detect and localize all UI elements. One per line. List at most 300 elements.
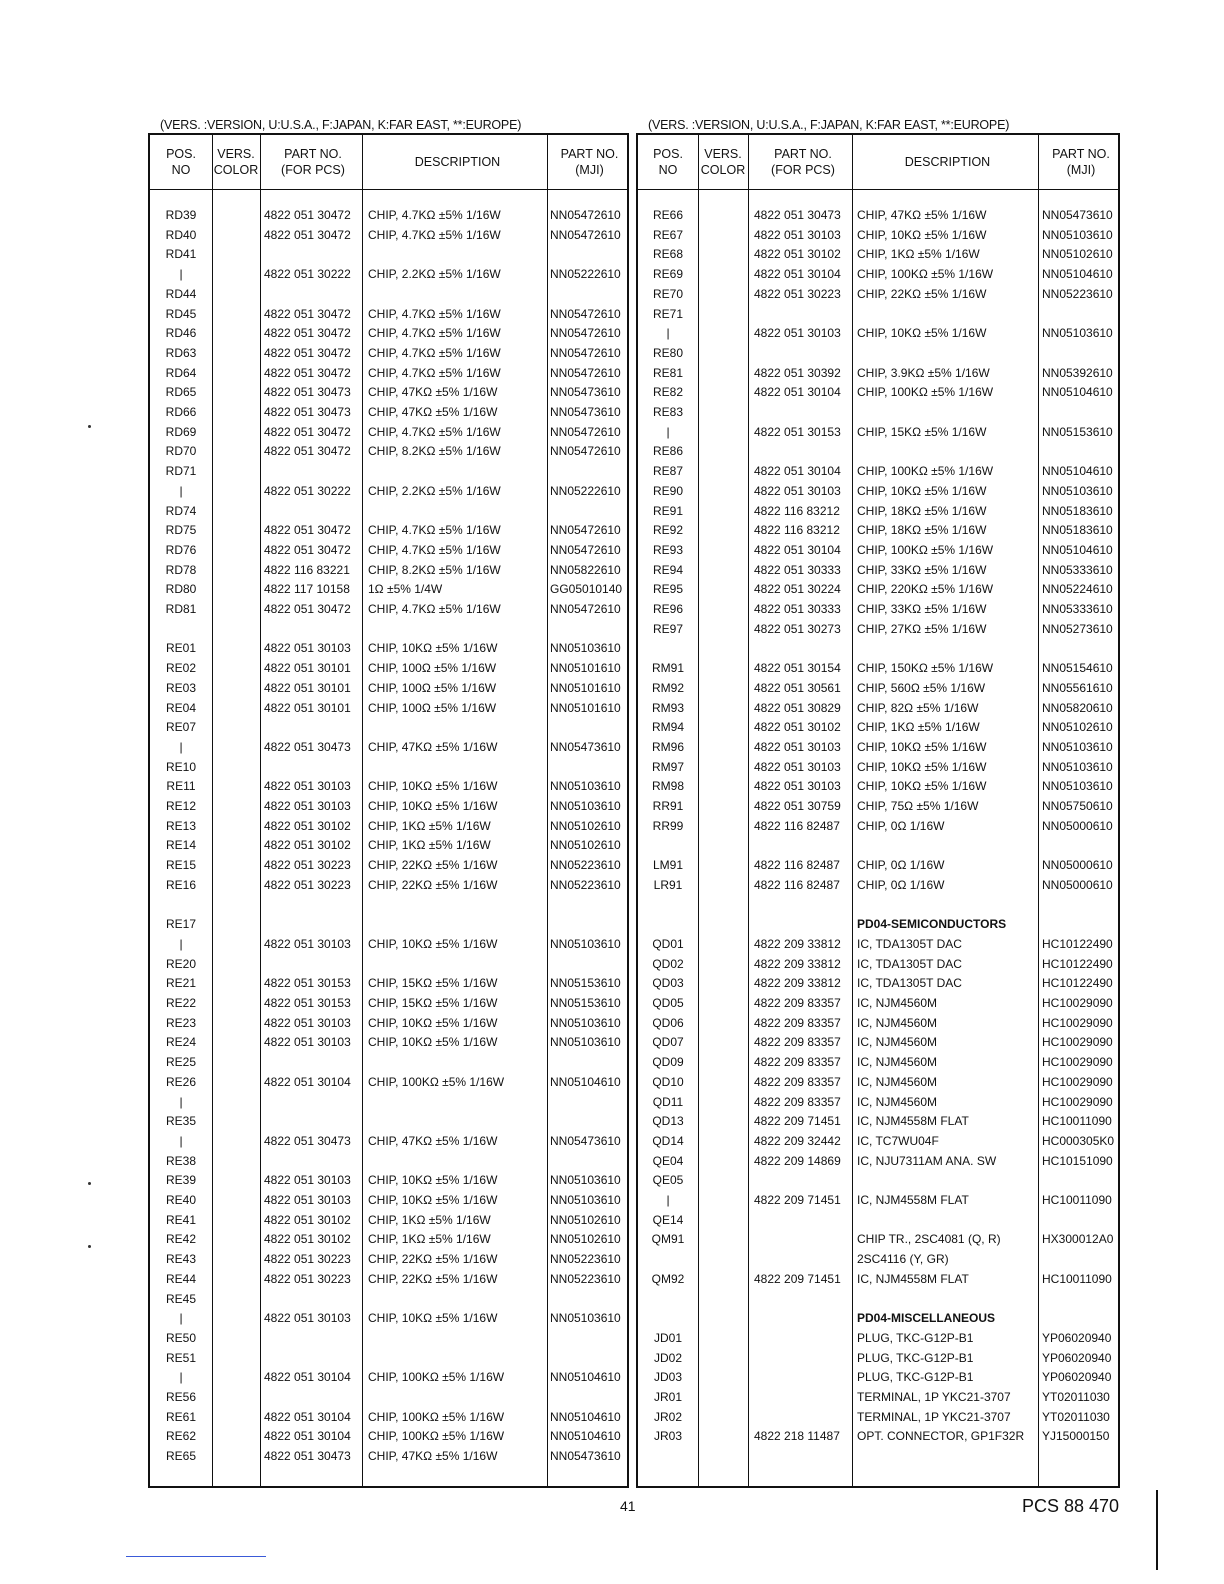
cell-pos: RE80	[652, 345, 684, 360]
cell-pos: RE44	[165, 1271, 197, 1286]
cell-mji: NN05472610	[550, 326, 621, 341]
table-row	[150, 1132, 627, 1152]
cell-mji: NN05104610	[1042, 267, 1113, 282]
cell-pos: QD10	[652, 1074, 684, 1089]
cell-pcs: 4822 051 30103	[264, 641, 351, 656]
header-pcs: PART NO. (FOR PCS)	[281, 147, 345, 177]
table-row	[150, 206, 627, 226]
cell-pcs: 4822 051 30473	[264, 1133, 351, 1148]
header-rule	[150, 189, 627, 190]
table-row	[638, 1033, 1118, 1053]
cell-pos: RE71	[652, 306, 684, 321]
cell-pos: QD06	[652, 1015, 684, 1030]
cell-mji: NN05750610	[1042, 799, 1113, 813]
cell-pcs: 4822 051 30222	[264, 267, 351, 282]
cell-mji: NN05102610	[550, 838, 621, 853]
cell-mji: NN05101610	[550, 680, 621, 695]
cell-mji: NN05104610	[1042, 542, 1113, 557]
cell-mji: NN05223610	[550, 877, 621, 892]
table-row	[150, 305, 627, 325]
cell-mji: NN05103610	[550, 779, 621, 794]
table-row	[638, 620, 1118, 640]
cell-pos: QD01	[652, 936, 684, 951]
cell-pos: RE42	[165, 1232, 197, 1247]
cell-mji: HC10029090	[1042, 1055, 1113, 1070]
cell-desc: CHIP, 10KΩ ±5% 1/16W	[857, 483, 987, 498]
cell-pcs: 4822 116 82487	[754, 877, 840, 892]
cell-pos: RE15	[165, 858, 197, 873]
table-row	[638, 423, 1118, 443]
cell-desc: CHIP, 75Ω ±5% 1/16W	[857, 799, 979, 813]
table-row	[150, 1014, 627, 1034]
table-row	[150, 738, 627, 758]
cell-mji: HC10011090	[1042, 1271, 1112, 1286]
cell-mji: NN05104610	[1042, 385, 1113, 400]
cell-pos: RD69	[165, 424, 197, 439]
cell-desc: CHIP, 1KΩ ±5% 1/16W	[368, 818, 491, 833]
cell-mji: NN05472610	[550, 227, 621, 242]
cell-pcs: 4822 209 71451	[754, 1271, 841, 1286]
cell-mji: NN05472610	[550, 523, 621, 538]
cell-mji: NN05103610	[1042, 779, 1113, 794]
cell-pos: RE45	[165, 1291, 197, 1306]
cell-desc: CHIP, 10KΩ ±5% 1/16W	[368, 799, 498, 813]
cell-desc: CHIP, 15KΩ ±5% 1/16W	[368, 976, 498, 991]
cell-pos: RE13	[165, 818, 197, 833]
cell-desc: CHIP, 10KΩ ±5% 1/16W	[368, 936, 498, 951]
cell-pos: RE67	[652, 227, 684, 242]
cell-pcs: 4822 051 30103	[754, 779, 841, 794]
cell-pos: RE21	[165, 976, 197, 991]
cell-desc: TERMINAL, 1P YKC21-3707	[857, 1409, 1011, 1424]
cell-desc: CHIP, 47KΩ ±5% 1/16W	[368, 1133, 498, 1148]
cell-desc: CHIP, 2.2KΩ ±5% 1/16W	[368, 267, 501, 282]
table-row	[638, 836, 1118, 856]
table-row	[638, 738, 1118, 758]
cell-desc: CHIP, 4.7KΩ ±5% 1/16W	[368, 523, 501, 538]
table-row	[150, 1270, 627, 1290]
table-row	[638, 364, 1118, 384]
cell-pcs: 4822 051 30103	[754, 759, 841, 774]
table-row	[150, 1309, 627, 1329]
table-row	[150, 442, 627, 462]
table-row	[150, 935, 627, 955]
cell-desc: CHIP, 18KΩ ±5% 1/16W	[857, 503, 987, 518]
table-row	[150, 1447, 627, 1467]
cell-pos: RE12	[165, 799, 197, 813]
cell-pos: RD66	[165, 405, 197, 419]
cell-desc: CHIP, 3.9KΩ ±5% 1/16W	[857, 365, 990, 380]
table-row	[638, 305, 1118, 325]
cell-pcs: 4822 051 30472	[264, 365, 351, 380]
table-row	[150, 1112, 627, 1132]
cell-pos: RE81	[652, 365, 684, 380]
cell-desc: CHIP, 15KΩ ±5% 1/16W	[857, 424, 987, 439]
cell-pos: RD64	[165, 365, 197, 380]
cell-desc: 1Ω ±5% 1/4W	[368, 582, 443, 597]
cell-pos: QD13	[652, 1114, 684, 1129]
table-row	[150, 955, 627, 975]
cell-pcs: 4822 116 83212	[754, 503, 840, 518]
cell-desc: CHIP, 4.7KΩ ±5% 1/16W	[368, 208, 501, 222]
cell-desc: CHIP, 33KΩ ±5% 1/16W	[857, 602, 987, 616]
page-number: 41	[620, 1498, 636, 1514]
cell-pcs: 4822 051 30103	[754, 739, 841, 754]
table-row	[150, 758, 627, 778]
cell-mji: NN05104610	[550, 1409, 621, 1424]
cell-mji: NN05000610	[1042, 877, 1113, 892]
cell-pcs: 4822 051 30103	[754, 483, 841, 498]
table-row	[150, 1191, 627, 1211]
cell-desc: CHIP, 150KΩ ±5% 1/16W	[857, 661, 994, 676]
cell-pos: RM97	[651, 759, 684, 774]
cell-desc: IC, TDA1305T DAC	[857, 936, 962, 951]
cell-desc: IC, NJU7311AM ANA. SW	[857, 1153, 997, 1168]
cell-pos: |	[179, 1370, 183, 1385]
cell-desc: CHIP, 22KΩ ±5% 1/16W	[368, 1252, 498, 1267]
cell-desc: CHIP, 560Ω ±5% 1/16W	[857, 680, 986, 695]
table-row	[150, 915, 627, 935]
cell-pos: RD41	[165, 247, 197, 262]
cell-pos: RE70	[652, 286, 684, 301]
cell-pcs: 4822 051 30104	[264, 1074, 351, 1089]
cell-mji: HC10029090	[1042, 1094, 1113, 1109]
cell-pcs: 4822 051 30153	[264, 976, 351, 991]
cell-pcs: 4822 051 30104	[264, 1370, 351, 1385]
table-row	[638, 324, 1118, 344]
cell-pos: RR99	[652, 818, 684, 833]
cell-mji: NN05103610	[1042, 739, 1113, 754]
cell-pos: RE39	[165, 1173, 197, 1188]
cell-pos: RE01	[165, 641, 197, 656]
cell-pos: QD09	[652, 1055, 684, 1070]
cell-mji: YT02011030	[1042, 1390, 1110, 1404]
cell-pcs: 4822 051 30153	[264, 996, 351, 1010]
table-row	[638, 580, 1118, 600]
table-row	[638, 403, 1118, 423]
cell-desc: CHIP, 100KΩ ±5% 1/16W	[857, 385, 994, 400]
table-row	[150, 718, 627, 738]
table-row	[638, 541, 1118, 561]
cell-desc: OPT. CONNECTOR, GP1F32R	[857, 1429, 1025, 1444]
cell-pcs: 4822 116 82487	[754, 858, 840, 873]
cell-pcs: 4822 051 30104	[754, 464, 841, 479]
cell-desc: CHIP, 27KΩ ±5% 1/16W	[857, 621, 987, 636]
cell-mji: NN05473610	[550, 739, 621, 754]
cell-pos: RE69	[652, 267, 684, 282]
right-caption: (VERS. :VERSION, U:U.S.A., F:JAPAN, K:FAR EAST, **:EUROPE)	[648, 118, 1010, 132]
table-row	[150, 817, 627, 837]
cell-pos: RE94	[652, 562, 684, 577]
cell-pcs: 4822 051 30102	[264, 818, 351, 833]
table-row	[150, 639, 627, 659]
cell-mji: YP06020940	[1042, 1370, 1112, 1385]
table-row	[150, 994, 627, 1014]
cell-mji: NN05472610	[550, 444, 621, 459]
cell-pos: QD02	[652, 956, 684, 971]
document-id: PCS 88 470	[1022, 1496, 1120, 1516]
cell-mji: NN05223610	[550, 1271, 621, 1286]
cell-pos: JR02	[653, 1409, 682, 1424]
cell-pcs: 4822 051 30223	[264, 877, 351, 892]
cell-mji: HC10122490	[1042, 936, 1113, 951]
cell-pos: LR91	[653, 877, 683, 892]
cell-pos: |	[666, 326, 670, 341]
cell-mji: NN05102610	[550, 1232, 621, 1247]
cell-mji: NN05103610	[550, 1015, 621, 1030]
cell-pcs: 4822 051 30223	[264, 1271, 351, 1286]
cell-mji: NN05103610	[1042, 483, 1113, 498]
cell-pos: QE05	[652, 1173, 684, 1188]
cell-pcs: 4822 051 30472	[264, 424, 351, 439]
cell-mji: NN05000610	[1042, 818, 1113, 833]
cell-pcs: 4822 117 10158	[264, 582, 350, 597]
cell-pos: RE96	[652, 602, 684, 616]
table-row	[150, 423, 627, 443]
cell-mji: NN05103610	[1042, 227, 1113, 242]
table-row	[150, 1211, 627, 1231]
cell-mji: NN05472610	[550, 306, 621, 321]
table-row	[150, 521, 627, 541]
table-row	[150, 1230, 627, 1250]
cell-pos: RE11	[166, 779, 196, 794]
table-row	[638, 639, 1118, 659]
cell-desc: CHIP, 4.7KΩ ±5% 1/16W	[368, 602, 501, 616]
cell-pcs: 4822 051 30101	[264, 661, 351, 676]
table-row	[150, 245, 627, 265]
cell-pos: RE97	[652, 621, 684, 636]
table-row	[638, 462, 1118, 482]
cell-pcs: 4822 051 30103	[264, 936, 351, 951]
cell-mji: NN05472610	[550, 208, 621, 222]
cell-mji: HC10029090	[1042, 996, 1113, 1010]
cell-pcs: 4822 209 83357	[754, 1015, 841, 1030]
cell-desc: CHIP, 47KΩ ±5% 1/16W	[368, 405, 498, 419]
table-row	[638, 482, 1118, 502]
cell-pcs: 4822 051 30224	[754, 582, 841, 597]
cell-pcs: 4822 209 83357	[754, 1074, 841, 1089]
cell-pcs: 4822 051 30333	[754, 602, 841, 616]
table-row	[638, 1270, 1118, 1290]
cell-pcs: 4822 209 71451	[754, 1193, 841, 1207]
cell-mji: NN05472610	[550, 365, 621, 380]
cell-pcs: 4822 116 83221	[264, 562, 350, 577]
table-row	[150, 541, 627, 561]
table-row	[150, 1093, 627, 1113]
cell-mji: NN05273610	[1042, 621, 1113, 636]
table-row	[150, 482, 627, 502]
cell-desc: CHIP, 100KΩ ±5% 1/16W	[368, 1409, 505, 1424]
cell-pos: |	[179, 739, 183, 754]
cell-pcs: 4822 051 30101	[264, 680, 351, 695]
cell-pos: JR03	[653, 1429, 682, 1444]
cell-pcs: 4822 051 30102	[264, 1212, 351, 1227]
cell-pos: RD81	[165, 602, 197, 616]
cell-desc: CHIP, 8.2KΩ ±5% 1/16W	[368, 444, 501, 459]
cell-pcs: 4822 209 83357	[754, 1094, 841, 1109]
cell-mji: NN05222610	[550, 267, 621, 282]
header-mji: PART NO. (MJI)	[1052, 147, 1110, 177]
table-row	[638, 561, 1118, 581]
table-row	[638, 699, 1118, 719]
cell-desc: CHIP, 22KΩ ±5% 1/16W	[368, 877, 498, 892]
cell-mji: GG05010140	[550, 582, 623, 597]
cell-desc: CHIP, 220KΩ ±5% 1/16W	[857, 582, 994, 597]
cell-pos: |	[179, 1133, 183, 1148]
cell-desc: CHIP, 100Ω ±5% 1/16W	[368, 661, 497, 676]
table-row	[638, 1171, 1118, 1191]
cell-pos: RE50	[165, 1330, 197, 1345]
table-row	[150, 265, 627, 285]
cell-mji: NN05333610	[1042, 562, 1113, 577]
cell-mji: NN05473610	[550, 385, 621, 400]
cell-mji: NN05103610	[550, 1035, 621, 1050]
cell-pcs: 4822 051 30103	[754, 227, 841, 242]
cell-pos: RE56	[165, 1390, 197, 1404]
cell-mji: HC10029090	[1042, 1015, 1113, 1030]
header-pos: POS. NO	[653, 147, 683, 177]
cell-desc: IC, NJM4558M FLAT	[857, 1271, 969, 1286]
cell-mji: NN05000610	[1042, 858, 1113, 873]
cell-mji: HC10011090	[1042, 1193, 1112, 1207]
cell-mji: NN05104610	[550, 1429, 621, 1444]
cell-pcs: 4822 051 30103	[264, 799, 351, 813]
cell-mji: NN05104610	[550, 1074, 621, 1089]
cell-mji: NN05103610	[550, 641, 621, 656]
cell-pcs: 4822 051 30759	[754, 799, 841, 813]
cell-pos: RD78	[165, 562, 197, 577]
cell-desc: IC, TC7WU04F	[857, 1133, 939, 1148]
cell-mji: NN05224610	[1042, 582, 1113, 597]
cell-pos: RE62	[165, 1429, 197, 1444]
table-row	[638, 344, 1118, 364]
cell-mji: HX300012A0	[1042, 1232, 1114, 1247]
table-row	[150, 561, 627, 581]
cell-pos: QM91	[651, 1232, 685, 1247]
margin-speck	[88, 1245, 91, 1248]
table-row	[638, 1427, 1118, 1447]
cell-desc: CHIP, 1KΩ ±5% 1/16W	[857, 247, 980, 262]
cell-pos: RE35	[165, 1114, 197, 1129]
table-row	[638, 1408, 1118, 1428]
cell-pcs: 4822 051 30222	[264, 483, 351, 498]
table-row	[150, 974, 627, 994]
cell-desc: CHIP, 15KΩ ±5% 1/16W	[368, 996, 498, 1010]
cell-pcs: 4822 209 83357	[754, 1055, 841, 1070]
cell-pos: RR91	[652, 799, 684, 813]
cell-pcs: 4822 051 30103	[264, 1035, 351, 1050]
cell-desc: CHIP, 100KΩ ±5% 1/16W	[368, 1429, 505, 1444]
cell-pos: QD07	[652, 1035, 684, 1050]
cell-mji: NN05820610	[1042, 700, 1113, 715]
cell-pos: RE40	[165, 1193, 197, 1207]
cell-desc: CHIP, 4.7KΩ ±5% 1/16W	[368, 365, 501, 380]
cell-desc: CHIP, 10KΩ ±5% 1/16W	[368, 1015, 498, 1030]
cell-mji: NN05473610	[550, 405, 621, 419]
cell-pcs: 4822 051 30103	[264, 1193, 351, 1207]
table-row	[638, 1290, 1118, 1310]
cell-desc: CHIP, 0Ω 1/16W	[857, 858, 945, 873]
table-row	[638, 876, 1118, 896]
cell-pcs: 4822 051 30472	[264, 602, 351, 616]
cell-mji: NN05103610	[550, 1173, 621, 1188]
table-row	[638, 383, 1118, 403]
cell-desc: CHIP, 10KΩ ±5% 1/16W	[857, 779, 987, 794]
cell-pos: JD02	[653, 1350, 682, 1365]
cell-pos: RE16	[165, 877, 197, 892]
table-row	[638, 1388, 1118, 1408]
table-row	[638, 285, 1118, 305]
table-row	[638, 718, 1118, 738]
cell-desc: CHIP, 100KΩ ±5% 1/16W	[857, 267, 994, 282]
cell-pos: RD39	[165, 208, 197, 222]
cell-pcs: 4822 051 30103	[264, 1015, 351, 1030]
table-row	[638, 1230, 1118, 1250]
cell-pos: RE65	[165, 1449, 197, 1464]
cell-pos: RD45	[165, 306, 197, 321]
cell-pos: QE14	[652, 1212, 684, 1227]
table-row	[150, 344, 627, 364]
header-mji: PART NO. (MJI)	[560, 147, 619, 177]
cell-pos: QM92	[651, 1271, 685, 1286]
right-parts-table	[636, 133, 1120, 1488]
cell-pos: RE20	[165, 956, 197, 971]
cell-pcs: 4822 051 30472	[264, 208, 351, 222]
cell-desc: IC, TDA1305T DAC	[857, 976, 962, 991]
cell-mji: NN05153610	[1042, 424, 1113, 439]
left-caption: (VERS. :VERSION, U:U.S.A., F:JAPAN, K:FAR EAST, **:EUROPE)	[160, 118, 522, 132]
cell-mji: NN05102610	[1042, 247, 1113, 262]
cell-pos: RE93	[652, 542, 684, 557]
margin-bar	[1156, 1490, 1158, 1570]
table-row	[150, 1388, 627, 1408]
table-row	[150, 699, 627, 719]
cell-pcs: 4822 051 30103	[264, 1311, 351, 1326]
cell-pos: RE61	[165, 1409, 197, 1424]
cell-pos: |	[179, 1094, 183, 1109]
table-row	[638, 1152, 1118, 1172]
cell-pcs: 4822 051 30472	[264, 444, 351, 459]
table-row	[150, 1033, 627, 1053]
cell-pcs: 4822 051 30223	[264, 1252, 351, 1267]
cell-pos: RE38	[165, 1153, 197, 1168]
cell-pos: RE41	[165, 1212, 197, 1227]
cell-mji: NN05473610	[550, 1133, 621, 1148]
margin-speck	[88, 425, 91, 428]
header-vers: VERS. COLOR	[700, 147, 746, 177]
cell-desc: CHIP, 47KΩ ±5% 1/16W	[368, 385, 498, 400]
cell-pos: RE83	[652, 405, 684, 419]
table-row	[150, 364, 627, 384]
cell-mji: YT02011030	[1042, 1409, 1110, 1424]
cell-desc: CHIP, 10KΩ ±5% 1/16W	[368, 779, 498, 794]
cell-mji: NN05183610	[1042, 523, 1113, 538]
cell-mji: YJ15000150	[1042, 1429, 1110, 1444]
cell-desc: CHIP, 4.7KΩ ±5% 1/16W	[368, 326, 501, 341]
cell-mji: HC10122490	[1042, 956, 1113, 971]
cell-mji: NN05153610	[550, 996, 621, 1010]
cell-pos: RE82	[652, 385, 684, 400]
cell-pos: RD80	[165, 582, 197, 597]
cell-desc: CHIP, 100KΩ ±5% 1/16W	[857, 542, 994, 557]
table-row	[638, 1093, 1118, 1113]
cell-mji: NN05102610	[550, 818, 621, 833]
cell-pos: RE14	[165, 838, 197, 853]
table-row	[150, 580, 627, 600]
cell-pcs: 4822 051 30333	[754, 562, 841, 577]
table-row	[150, 777, 627, 797]
table-row	[150, 1408, 627, 1428]
